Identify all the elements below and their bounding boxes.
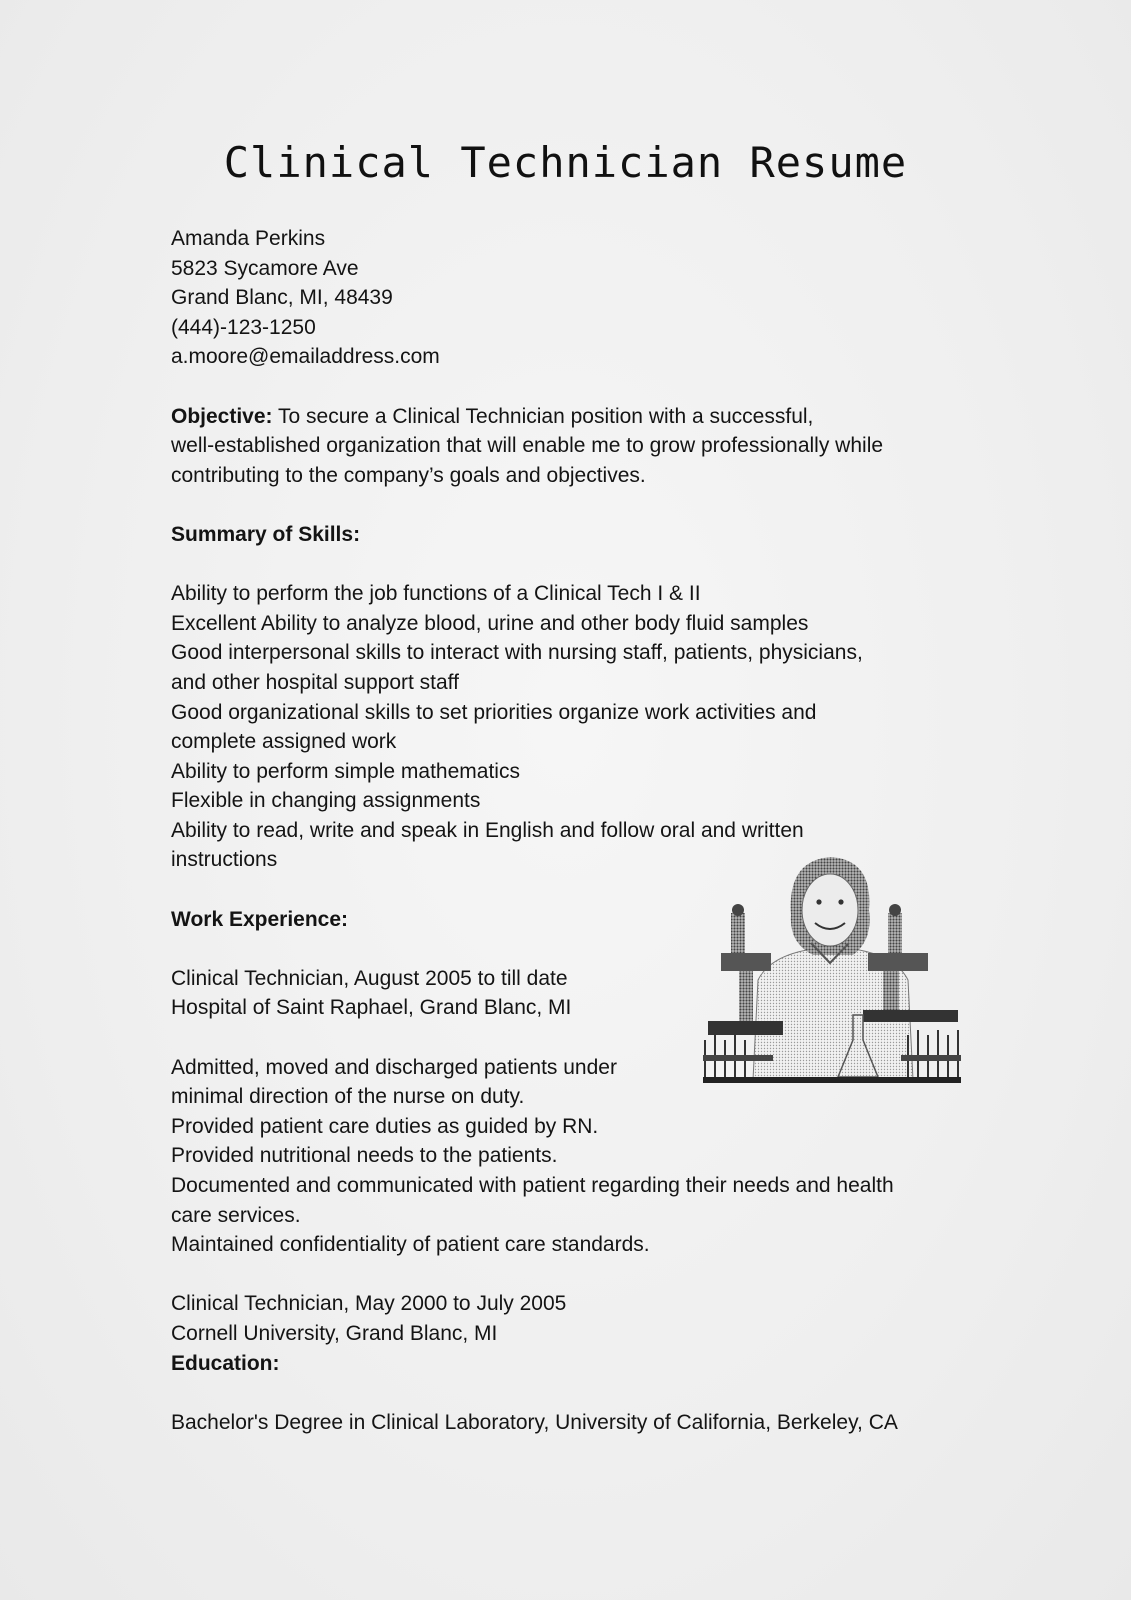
objective-label: Objective: [171,404,273,428]
skill-line: and other hospital support staff [171,670,459,694]
contact-city: Grand Blanc, MI, 48439 [171,286,393,310]
objective-line-1 [171,402,971,432]
education-heading: Education: [171,1351,280,1375]
skill-line: Ability to perform simple mathematics [171,759,520,783]
skill-line: Flexible in changing assignments [171,789,481,813]
objective-text-1: To secure a Clinical Technician position with a successful, [272,404,814,428]
contact-block [171,224,971,372]
objective-line-3: contributing to the company’s goals and objectives. [171,463,646,487]
resume-body [171,224,971,1437]
duty-line: Provided patient care duties as guided by RN. [171,1114,599,1138]
education-degree: Bachelor's Degree in Clinical Laboratory, University of California, Berkeley, CA [171,1410,898,1434]
contact-street: 5823 Sycamore Ave [171,256,359,280]
job-2-title: Clinical Technician, May 2000 to July 2005 [171,1292,567,1316]
skill-line: Excellent Ability to analyze blood, urine and other body fluid samples [171,611,809,635]
duty-line: care services. [171,1203,301,1227]
job-1-employer: Hospital of Saint Raphael, Grand Blanc, MI [171,996,572,1020]
contact-name: Amanda Perkins [171,227,326,250]
technician-photo [703,855,961,1105]
skill-line: Good organizational skills to set priorities organize work activities and [171,700,817,724]
duty-line: Provided nutritional needs to the patients. [171,1144,558,1168]
skill-line: Ability to perform the job functions of a Clinical Tech I & II [171,582,701,606]
contact-email: a.moore@emailaddress.com [171,345,440,369]
skills-section [171,520,971,875]
job-2-employer: Cornell University, Grand Blanc, MI [171,1321,498,1345]
duty-line: Maintained confidentiality of patient care standards. [171,1233,650,1257]
job-1-title: Clinical Technician, August 2005 to till date [171,966,568,990]
objective-section [171,402,971,491]
skill-line: complete assigned work [171,730,397,754]
contact-phone: (444)-123-1250 [171,315,316,339]
skill-line: instructions [171,848,278,872]
education-section [171,1349,971,1438]
skill-line: Ability to read, write and speak in English and follow oral and written [171,818,804,842]
objective-line-2: well-established organization that will enable me to grow professionally while [171,434,884,458]
skill-line: Good interpersonal skills to interact with nursing staff, patients, physicians, [171,641,863,665]
experience-heading: Work Experience: [171,907,349,931]
skills-heading: Summary of Skills: [171,522,361,546]
duty-line: Admitted, moved and discharged patients under [171,1055,617,1079]
page-title: Clinical Technician Resume [223,138,908,187]
duty-line: Documented and communicated with patient regarding their needs and health [171,1174,894,1197]
duty-line: minimal direction of the nurse on duty. [171,1085,525,1109]
